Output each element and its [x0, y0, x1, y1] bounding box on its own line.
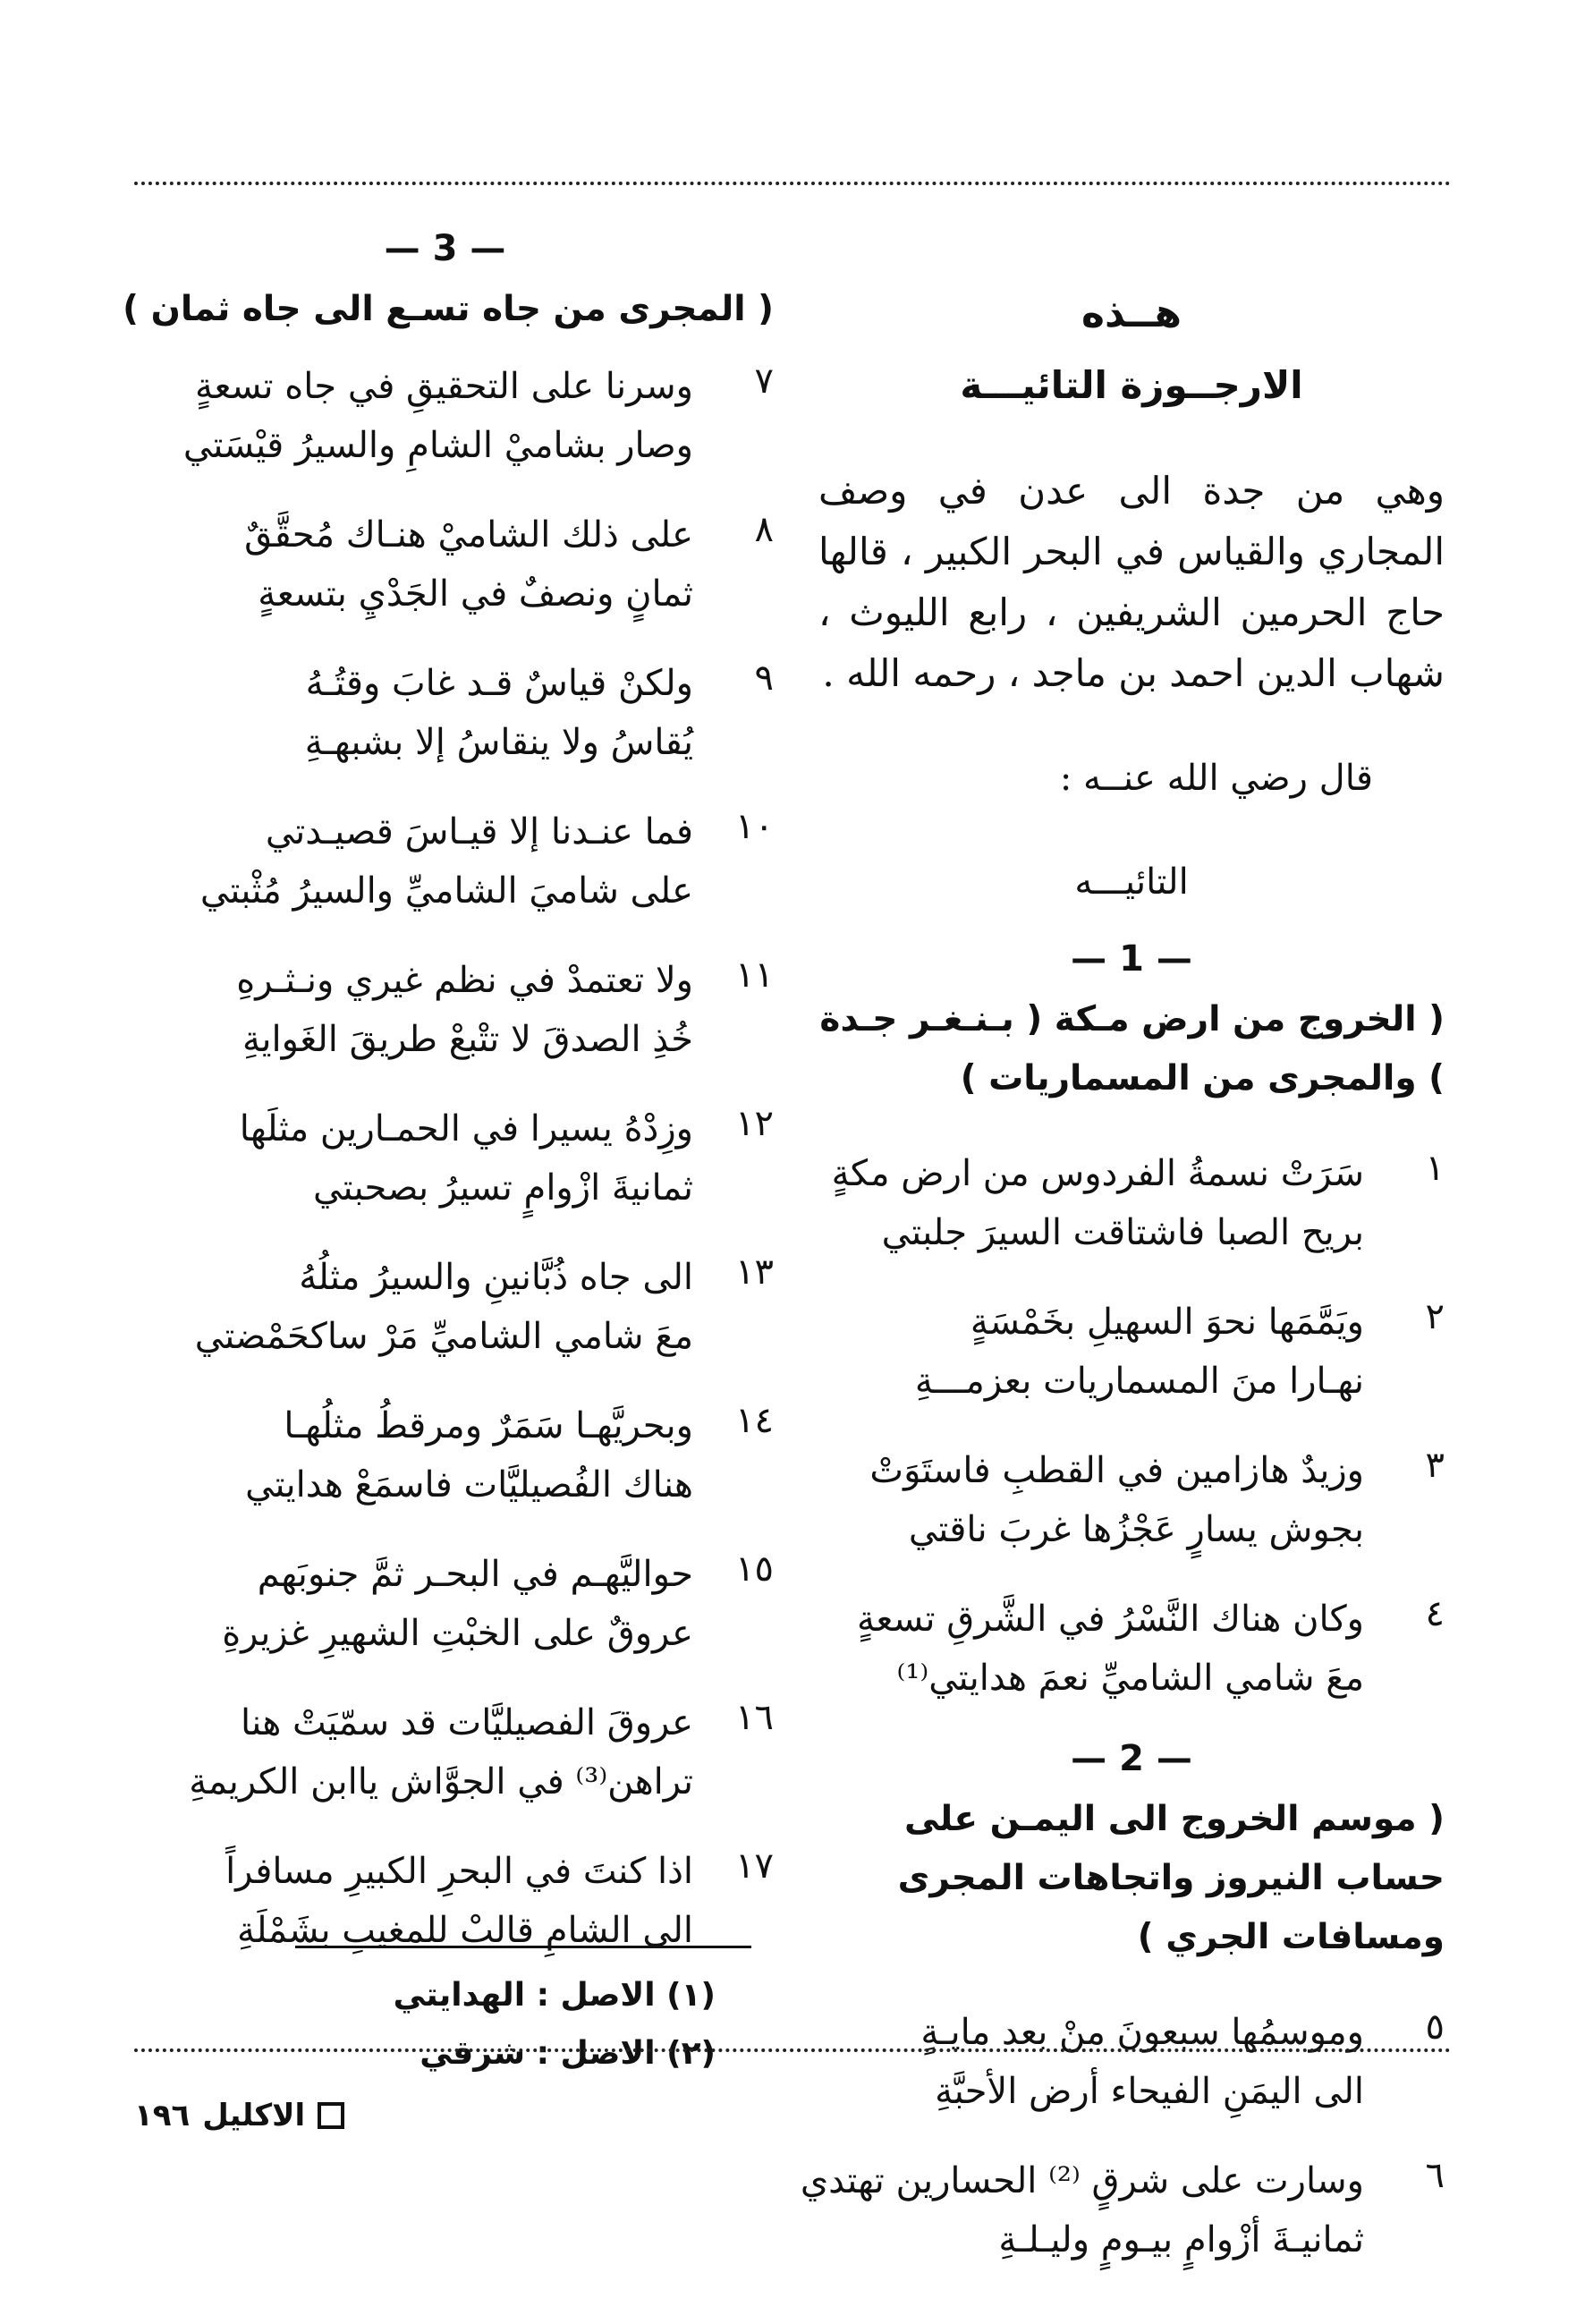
hemistich-2: الى اليمَنِ الفيحاء أرض الأحبَّةِ: [935, 2071, 1364, 2112]
verse: [116, 951, 774, 1069]
page-footer: [134, 2098, 344, 2133]
page-number: ١٩٦: [134, 2098, 191, 2133]
verse-number: ١٢: [735, 1103, 774, 1144]
verse: [116, 1545, 774, 1663]
top-dotted-rule: [134, 182, 1451, 185]
verse: [116, 1842, 774, 1960]
section-number-3: — 3 —: [384, 228, 506, 269]
section-title-1: ( الخروج من ارض مـكة ( بـنـغـر جـدة ) والمجرى من المسماريات ): [819, 999, 1445, 1098]
journal-name: الاكليل: [202, 2098, 306, 2133]
hemistich-2: ثمانيةَ ازْوامٍ تسيرُ بصحبتي: [313, 1167, 693, 1209]
section-number-2: — 2 —: [1071, 1738, 1192, 1779]
hemistich-1: فما عنـدنا إلا قيـاسَ قصيـدتي: [265, 811, 693, 852]
left-column: [116, 228, 774, 1990]
verse: [818, 2003, 1445, 2121]
hemistich-2: معَ شامي الشاميِّ مَرْ ساكحَمْضتي: [194, 1316, 693, 1357]
verse-number: ٦: [1425, 2155, 1445, 2196]
hemistich-1: وزِدْهُ يسيرا في الحمـارين مثلَها: [239, 1108, 693, 1149]
hemistich-1: اذا كنتَ في البحرِ الكبيرِ مسافراً: [225, 1851, 693, 1892]
verse: [116, 505, 774, 623]
verse: [818, 1293, 1445, 1411]
hemistich-1: ويَمَّمَها نحوَ السهيلِ بخَمْسَةٍ: [970, 1302, 1364, 1343]
verse-number: ١٥: [735, 1548, 774, 1590]
verse: [116, 357, 774, 475]
verse-number: ٢: [1425, 1296, 1445, 1337]
section-title-3: ( المجرى من جاه تسـع الى جاه ثمان ): [123, 289, 774, 329]
section-title-2: ( موسم الخروج الى اليمـن على حساب النيروز واتجاهات المجرى ومسافات الجري ): [897, 1799, 1445, 1957]
verse-number: ١١: [735, 954, 774, 996]
hemistich-2: ثمانيـةَ أزْوامٍ بيـومٍ وليـلـةِ: [998, 2219, 1364, 2260]
verse-number: ٣: [1425, 1445, 1445, 1486]
poem-label: التائيـــه: [1074, 861, 1189, 903]
verse: [818, 1144, 1445, 1262]
hemistich-2: نهـارا منَ المسماريات بعزمـــةِ: [914, 1361, 1364, 1402]
hemistich-1: وبحريَّهـا سَمَرٌ ومرقطُ مثلُهـا: [284, 1405, 693, 1446]
verse: [116, 1248, 774, 1366]
hemistich-1: سَرَتْ نسمةُ الفردوس من ارض مكةٍ: [831, 1153, 1364, 1194]
verse-number: ١٣: [735, 1251, 774, 1293]
said-line: قال رضي الله عنــه :: [1059, 758, 1373, 799]
verse: [800, 2151, 1445, 2269]
verse-number: ٤: [1425, 1593, 1445, 1634]
hemistich-2: ثمانٍ ونصفٌ في الجَدْيِ بتسعةٍ: [258, 573, 693, 615]
verse-number: ١٤: [735, 1400, 774, 1441]
verse-number: ٩: [754, 657, 774, 699]
hemistich-1: ولا تعتمدْ في نظم غيري ونـثـرهِ: [236, 960, 693, 1001]
footnote-2: (٢) الاصل : شرقي: [420, 2035, 716, 2072]
verse: [818, 1441, 1445, 1559]
hemistich-2: وصار بشاميْ الشامِ والسيرُ قيْسَتي: [182, 425, 693, 466]
hemistich-2: معَ شامي الشاميِّ نعمَ هدايتي⁽¹⁾: [896, 1658, 1364, 1699]
hemistich-1: وزيدٌ هازامين في القطبِ فاستَوَتْ: [869, 1450, 1364, 1491]
verse-number: ٨: [754, 509, 774, 550]
heading-hadhihi: هــذه: [1081, 291, 1182, 336]
verse-number: ١: [1425, 1148, 1445, 1189]
verse-number: ٧: [754, 360, 774, 402]
hemistich-1: حواليَّهـم في البحـر ثمَّ جنوبَهم: [257, 1554, 693, 1595]
hemistich-1: وسرنا على التحقيقِ في جاه تسعةٍ: [195, 366, 693, 407]
hemistich-2: تراهن⁽³⁾ في الجوَّاش ياابن الكريمةِ: [189, 1761, 693, 1802]
verse: [818, 1590, 1445, 1708]
hemistich-2: الى الشامِ قالبْ للمغيبِ بشَمْلَةِ: [236, 1910, 693, 1951]
hemistich-1: وموسمُها سبعونَ منْ بعد مايـةٍ: [920, 2012, 1364, 2053]
hemistich-1: الى جاه ذُبَّانينِ والسيرُ مثلُهُ: [299, 1257, 693, 1298]
verse: [116, 1099, 774, 1217]
hemistich-2: بجوش يسارٍ عَجْزُها غربَ ناقتي: [908, 1509, 1364, 1550]
verse-number: ٥: [1425, 2006, 1445, 2048]
verse: [116, 802, 774, 920]
hemistich-2: بريح الصبا فاشتاقت السيرَ جلبتي: [881, 1212, 1364, 1253]
heading-poem-title: الارجــوزة التائيـــة: [960, 363, 1303, 407]
hemistich-1: وكان هناك النَّسْرُ في الشَّرقِ تسعةٍ: [856, 1599, 1364, 1640]
bottom-dotted-rule: [134, 2048, 1451, 2052]
footnotes: [376, 1977, 716, 2093]
hemistich-2: خُذِ الصدقَ لا تتْبعْ طريقَ الغَوايةِ: [242, 1019, 693, 1060]
verse: [116, 1693, 774, 1811]
square-bullet-icon: [318, 2102, 344, 2129]
hemistich-2: يُقاسُ ولا ينقاسُ إلا بشبهـةِ: [304, 722, 693, 763]
section-number-1: — 1 —: [1071, 938, 1192, 980]
verse-number: ١٦: [735, 1697, 774, 1738]
intro-paragraph: وهي من جدة الى عدن في وصف المجاري والقياس في البحر الكبير ، قالها حاج الحرمين الشريفين ، رابع الليوث ، شهاب الدين احمد بن ماجد ، رحمه الله .: [818, 469, 1445, 695]
verse: [116, 654, 774, 772]
footnote-1: (١) الاصل : الهدايتي: [393, 1977, 716, 2014]
footnote-rule: [295, 1946, 751, 1948]
hemistich-2: هناك الفُصيليَّات فاسمَعْ هدايتي: [245, 1464, 693, 1506]
right-column: [800, 228, 1445, 2300]
hemistich-1: على ذلك الشاميْ هنـاك مُحقَّقٌ: [244, 514, 693, 556]
hemistich-2: على شاميَ الشاميِّ والسيرُ مُثْبتي: [199, 870, 693, 912]
hemistich-1: عروقَ الفصيليَّات قد سمّيَتْ هنا: [240, 1702, 693, 1743]
verse-number: ١٠: [735, 806, 774, 847]
verse: [116, 1396, 774, 1514]
hemistich-1: ولكنْ قياسٌ قـد غابَ وقتُـهُ: [305, 663, 693, 704]
hemistich-2: عروقٌ على الخبْتِ الشهيرِ غزيرةِ: [222, 1613, 693, 1654]
verse-number: ١٧: [735, 1845, 774, 1887]
hemistich-1: وسارت على شرقٍ ⁽²⁾ الحسارين تهتدي: [800, 2160, 1364, 2201]
